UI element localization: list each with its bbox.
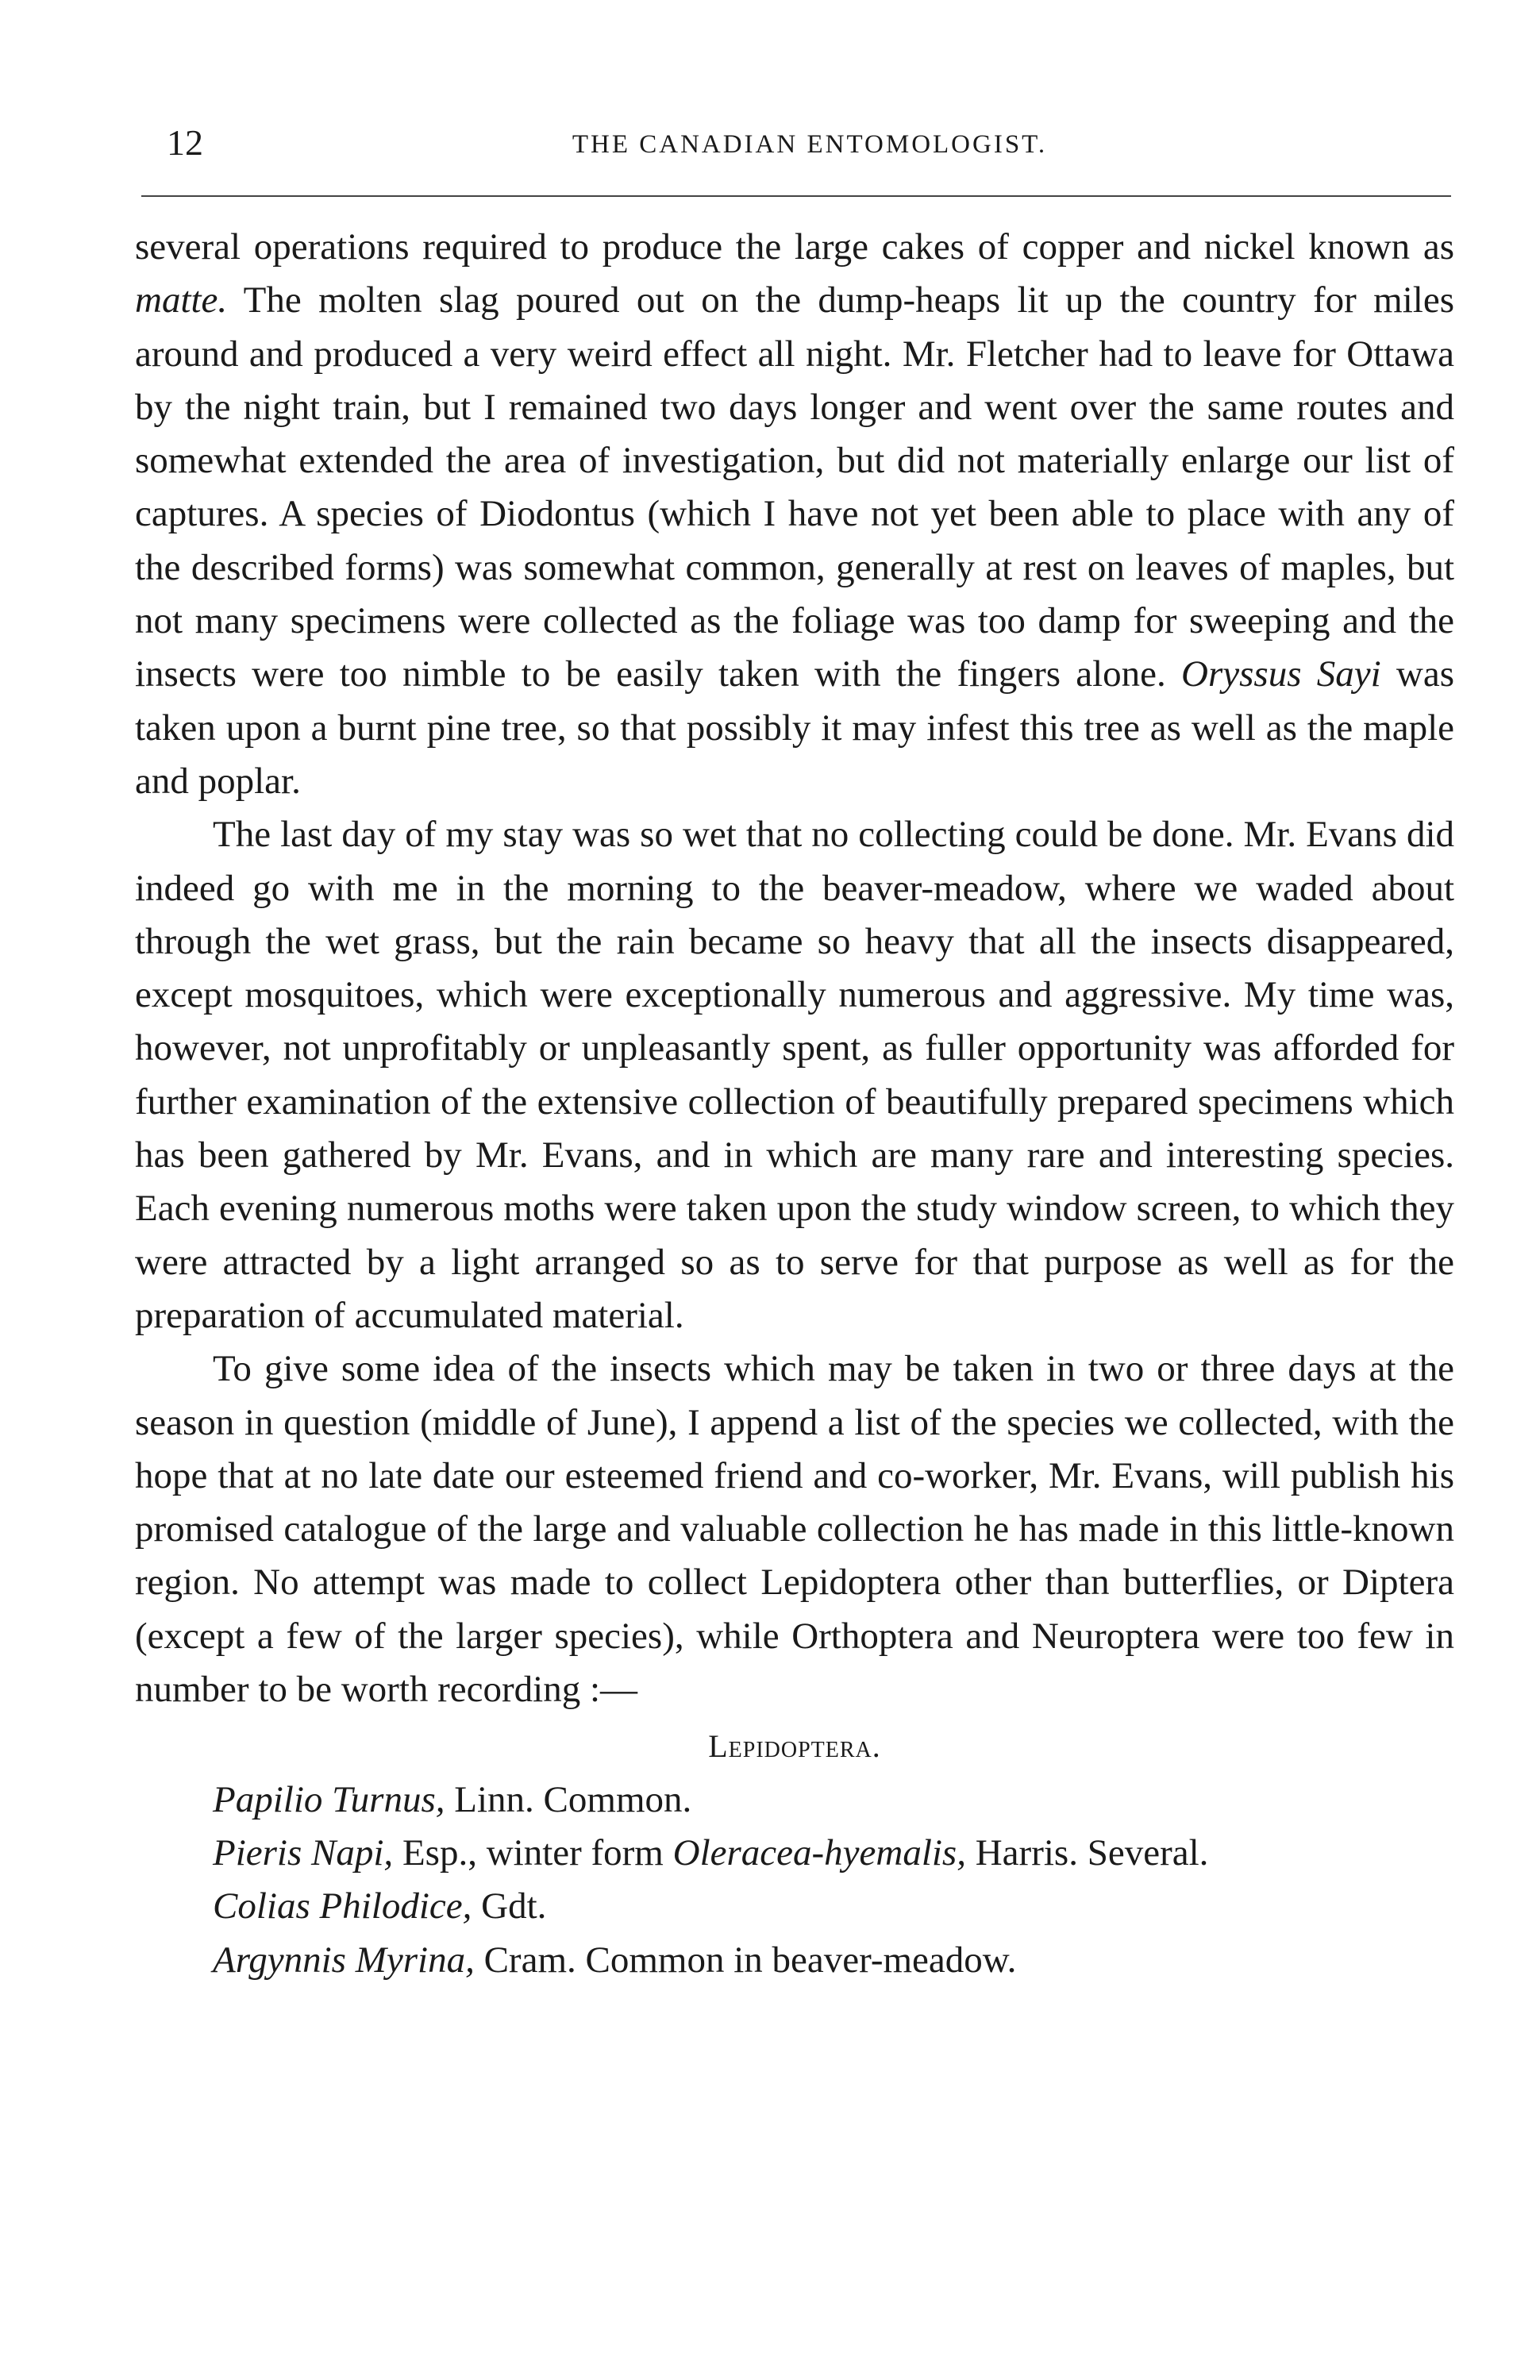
running-head: THE CANADIAN ENTOMOLOGIST. [572, 130, 1048, 159]
paragraph-3: To give some idea of the insects which may be taken in two or three days at the season in question (middle of June), I append a list of the species we collected, with the hope that at no late date our esteemed friend and co-worker, Mr. Evans, will publish his promised catalogue of the large and valuable collection he has made in this little-known region. No attempt was made to collect Lepidoptera other than butterflies, or Diptera (except a few of the larger species), while Orthoptera and Neuroptera were too few in number to be worth recording :— [135, 1348, 1454, 1711]
species-name: Argynnis Myrina, [213, 1939, 475, 1981]
species-form-authority: Harris. [965, 1831, 1078, 1874]
species-entry [135, 1773, 1454, 1827]
species-authority: Esp., winter form [393, 1831, 673, 1874]
species-name: Colias Philodice, [213, 1885, 472, 1927]
species-authority: Cram. [474, 1939, 576, 1981]
paragraph-1-text-c: was taken upon a burnt pine tree, so that possibly it may infest this tree as well as the maple and poplar. [135, 653, 1454, 802]
paragraph-1-text-b: The molten slag poured out on the dump-heaps lit up the country for miles around and produced a very weird effect all night. Mr. Fletcher had to leave for Ottawa by the night train, but I remained two days longer and went over the same routes and somewhat extended the area of investigation, but did not materially enlarge our list of captures. A species of Diodontus (which I have not yet been able to place with any of the described forms) was somewhat common, generally at rest on leaves of maples, but not many specimens were collected as the foliage was too damp for sweeping and the insects were too nimble to be easily taken with the fingers alone. [135, 279, 1454, 695]
species-authority: Linn. [445, 1778, 534, 1820]
paragraph-1-italic-matte: matte. [135, 279, 228, 322]
paragraph-2: The last day of my stay was so wet that no collecting could be done. Mr. Evans did indeed go with me in the morning to the beaver-meadow, where we waded about through the wet grass, but the rain became so heavy that all the insects disappeared, except mosquitoes, which were exceptionally numerous and aggressive. My time was, however, not unprofitably or unpleasantly spent, as fuller opportunity was afforded for further examination of the extensive collection of beautifully prepared specimens which has been gathered by Mr. Evans, and in which are many rare and interesting species. Each evening numerous moths were taken upon the study window screen, to which they were attracted by a light arranged so as to serve for that purpose as well as for the preparation of accumulated material. [135, 814, 1454, 1336]
species-name: Papilio Turnus, [213, 1778, 445, 1820]
species-name: Pieris Napi, [213, 1831, 394, 1874]
species-note: Common. [533, 1778, 692, 1820]
paragraph-1 [135, 221, 1454, 808]
species-note: Several. [1077, 1831, 1209, 1874]
species-note: Common in beaver-meadow. [576, 1939, 1017, 1981]
species-entry [135, 1934, 1454, 1987]
paragraph-1-text-a: several operations required to produce the large cakes of copper and nickel known as [135, 226, 1454, 268]
page-header [167, 119, 1453, 167]
species-entry [135, 1880, 1454, 1933]
body-text [135, 221, 1454, 1987]
species-entry [135, 1827, 1454, 1880]
header-rule [141, 195, 1451, 197]
section-heading-lepidoptera: Lepidoptera. [708, 1728, 881, 1765]
species-list [135, 1773, 1454, 1987]
page-number: 12 [167, 122, 203, 163]
species-form: Oleracea-hyemalis, [672, 1831, 966, 1874]
paragraph-1-italic-oryssus: Oryssus Sayi [1181, 653, 1381, 695]
species-authority: Gdt. [472, 1885, 547, 1927]
